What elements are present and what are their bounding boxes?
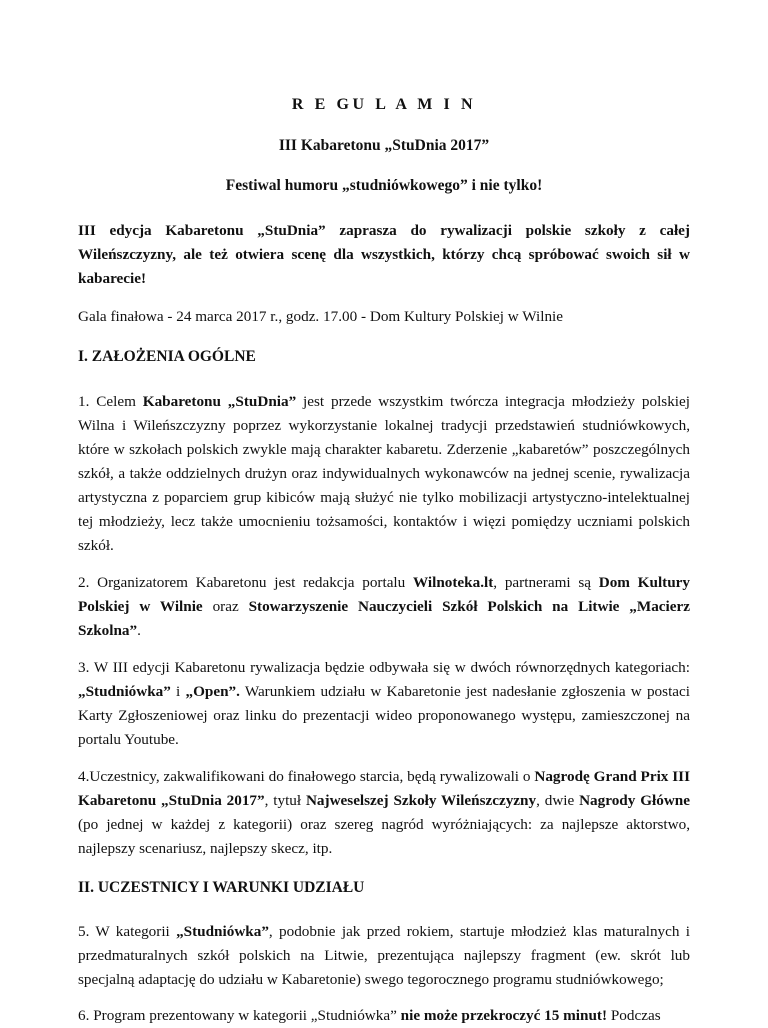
intro-paragraph: III edycja Kabaretonu „StuDnia” zaprasza do rywalizacji polskie szkoły z całej Wileńszczyzny, ale też otwiera scenę dla wszystkich, którzy chcą spróbować swoich sił w kabarecie! xyxy=(78,222,690,287)
section-heading-general: I. ZAŁOŻENIA OGÓLNE xyxy=(78,348,256,365)
paragraph-4: 4.Uczestnicy, zakwalifikowani do finałowego starcia, będą rywalizowali o Nagrodę Grand Prix III Kabaretonu „StuDnia 2017”, tytuł Najweselszej Szkoły Wileńszczyzny, dwie Nagrody Główne (po jednej w każdej z kategorii) oraz szereg nagród wyróżniających: za najlepsze aktorstwo, najlepszy scenariusz, najlepszy skecz, itp. xyxy=(78,768,690,857)
paragraph-2: 2. Organizatorem Kabaretonu jest redakcja portalu Wilnoteka.lt, partnerami są Dom Kultury Polskiej w Wilnie oraz Stowarzyszenie Nauczycieli Szkół Polskich na Litwie „Macierz Szkolna”. xyxy=(78,574,690,639)
paragraph-3: 3. W III edycji Kabaretonu rywalizacja będzie odbywała się w dwóch równorzędnych kategoriach: „Studniówka” i „Open”. Warunkiem udziału w Kabaretonie jest nadesłanie zgłoszenia w postaci Karty Zgłoszeniowej oraz linku do prezentacji wideo proponowanego występu, zamieszczonej na portalu Youtube. xyxy=(78,659,690,748)
paragraph-1: 1. Celem Kabaretonu „StuDnia” jest przede wszystkim twórcza integracja młodzieży polskiej Wilna i Wileńszczyzny poprzez wykorzystanie lokalnej tradycji przedstawień studniówkowych, które w szkołach polskich zwykle mają charakter kabaretu. Zderzenie „kabaretów” poszczególnych szkół, a także oddzielnych drużyn oraz indywidualnych wykonawców na jednej scenie, rywalizacja artystyczna z poparciem grup kibiców mają służyć nie tylko mobilizacji artystyczno-intelektualnej tej młodzieży, lecz także umocnieniu tożsamości, kontaktów i więzi pomiędzy uczniami polskich szkół. xyxy=(78,393,690,554)
festival-motto: Festiwal humoru „studniówkowego” i nie tylko! xyxy=(225,177,543,194)
paragraph-5: 5. W kategorii „Studniówka”, podobnie jak przed rokiem, startuje młodzież klas maturalnych i przedmaturalnych szkół polskich na Litwie, prezentująca najlepszy fragment (ew. skrót lub specjalną adaptację do udziału w Kabaretonie) swego tegorocznego programu studniówkowego; xyxy=(78,923,691,988)
document-subtitle: III Kabaretonu „StuDnia 2017” xyxy=(278,137,490,154)
section-heading-participants: II. UCZESTNICY I WARUNKI UDZIAŁU xyxy=(78,879,365,896)
gala-info: Gala finałowa - 24 marca 2017 r., godz. 17.00 - Dom Kultury Polskiej w Wilnie xyxy=(78,308,564,325)
paragraph-6: 6. Program prezentowany w kategorii „Studniówka” nie może przekroczyć 15 minut! Podczas xyxy=(78,1007,661,1024)
document-title: R E GU L A M I N xyxy=(291,96,477,113)
